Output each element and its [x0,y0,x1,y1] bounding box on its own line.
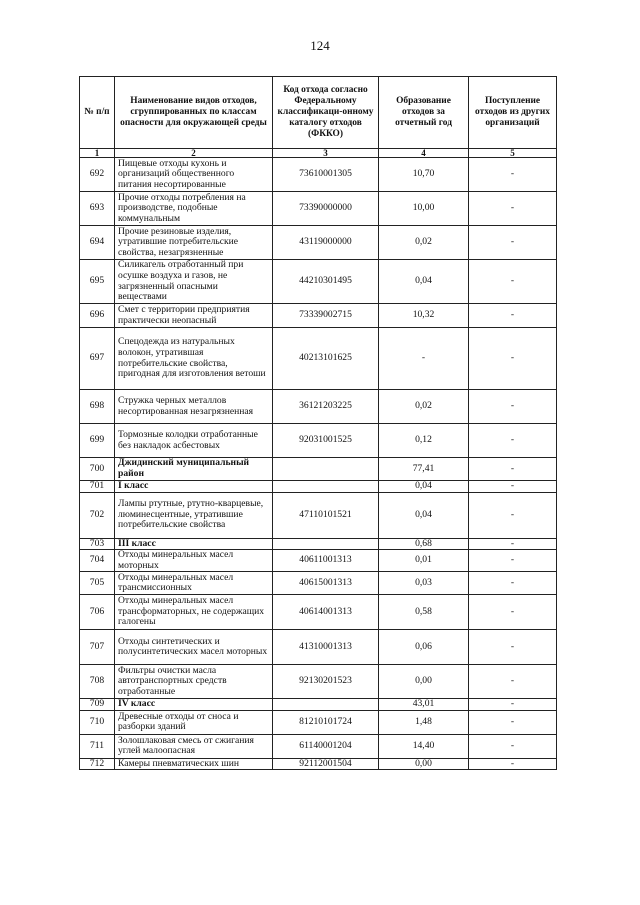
waste-name: Камеры пневматических шин [115,758,273,770]
waste-name: Стружка черных металлов несортированная незагрязненная [115,390,273,424]
fkko-code: 73390000000 [273,192,379,226]
formed-amount: - [379,328,469,390]
waste-name: Отходы минеральных масел трансмиссионных [115,572,273,595]
row-number: 701 [80,481,115,493]
table-row [80,424,557,458]
received-amount: - [469,699,557,711]
fkko-code: 73339002715 [273,304,379,328]
table-row [80,192,557,226]
row-number: 699 [80,424,115,458]
received-amount: - [469,481,557,493]
formed-amount: 77,41 [379,458,469,481]
table-row [80,665,557,699]
waste-name: Прочие отходы потребления на производстве, подобные коммунальным [115,192,273,226]
header-fkko-code: Код отхода согласно Федеральному классификаци-онному каталогу отходов (ФККО) [273,77,379,149]
formed-amount: 0,04 [379,492,469,538]
fkko-code: 40213101625 [273,328,379,390]
row-number: 712 [80,758,115,770]
table-row [80,550,557,572]
table-row [80,734,557,758]
formed-amount: 0,01 [379,550,469,572]
waste-name: Спецодежда из натуральных волокон, утратившая потребительские свойства, пригодная для изготовления ветоши [115,328,273,390]
formed-amount: 0,00 [379,665,469,699]
received-amount: - [469,226,557,260]
table-row [80,630,557,665]
table-body [80,158,557,770]
fkko-code [273,699,379,711]
table-row [80,699,557,711]
received-amount: - [469,458,557,481]
received-amount: - [469,192,557,226]
fkko-code: 81210101724 [273,710,379,734]
formed-amount: 0,02 [379,390,469,424]
received-amount: - [469,260,557,304]
waste-name: I класс [115,481,273,493]
column-number: 4 [379,149,469,158]
fkko-code: 73610001305 [273,158,379,192]
received-amount: - [469,665,557,699]
formed-amount: 0,68 [379,538,469,550]
formed-amount: 14,40 [379,734,469,758]
fkko-code [273,538,379,550]
waste-name: Тормозные колодки отработанные без накладок асбестовых [115,424,273,458]
formed-amount: 0,03 [379,572,469,595]
fkko-code: 61140001204 [273,734,379,758]
row-number: 693 [80,192,115,226]
waste-name: IV класс [115,699,273,711]
header-waste-name: Наименование видов отходов, сгруппированных по классам опасности для окружающей среды [115,77,273,149]
formed-amount: 0,04 [379,260,469,304]
waste-name: Смет с территории предприятия практически неопасный [115,304,273,328]
table-row [80,304,557,328]
row-number: 695 [80,260,115,304]
table-row [80,481,557,493]
table-row [80,260,557,304]
received-amount: - [469,492,557,538]
formed-amount: 0,00 [379,758,469,770]
formed-amount: 10,00 [379,192,469,226]
page-number: 124 [310,38,330,53]
received-amount: - [469,572,557,595]
waste-name: Силикагель отработанный при осушке воздуха и газов, не загрязненный опасными веществами [115,260,273,304]
formed-amount: 1,48 [379,710,469,734]
received-amount: - [469,710,557,734]
table-row [80,710,557,734]
formed-amount: 0,58 [379,595,469,630]
formed-amount: 0,04 [379,481,469,493]
row-number: 702 [80,492,115,538]
row-number: 710 [80,710,115,734]
waste-name: Фильтры очистки масла автотранспортных средств отработанные [115,665,273,699]
fkko-code: 92112001504 [273,758,379,770]
received-amount: - [469,630,557,665]
table-row [80,390,557,424]
column-number: 3 [273,149,379,158]
table-row [80,458,557,481]
row-number: 707 [80,630,115,665]
table-row [80,758,557,770]
table-row [80,226,557,260]
table-row [80,538,557,550]
fkko-code: 92031001525 [273,424,379,458]
fkko-code: 40611001313 [273,550,379,572]
received-amount: - [469,390,557,424]
waste-table [79,76,557,770]
row-number: 698 [80,390,115,424]
formed-amount: 43,01 [379,699,469,711]
table-row [80,595,557,630]
column-number: 5 [469,149,557,158]
row-number: 704 [80,550,115,572]
row-number: 711 [80,734,115,758]
formed-amount: 10,32 [379,304,469,328]
fkko-code: 40614001313 [273,595,379,630]
received-amount: - [469,328,557,390]
waste-name: Лампы ртутные, ртутно-кварцевые, люминесцентные, утратившие потребительские свойства [115,492,273,538]
row-number: 696 [80,304,115,328]
row-number: 697 [80,328,115,390]
header-formed: Образование отходов за отчетный год [379,77,469,149]
waste-name: Древесные отходы от сноса и разборки зданий [115,710,273,734]
fkko-code: 92130201523 [273,665,379,699]
column-number: 2 [115,149,273,158]
waste-name: Отходы синтетических и полусинтетических масел моторных [115,630,273,665]
fkko-code: 36121203225 [273,390,379,424]
received-amount: - [469,538,557,550]
waste-name: Джидинский муниципальный район [115,458,273,481]
table-header-row [80,77,557,149]
fkko-code: 43119000000 [273,226,379,260]
waste-name: Отходы минеральных масел моторных [115,550,273,572]
fkko-code: 47110101521 [273,492,379,538]
formed-amount: 0,12 [379,424,469,458]
waste-name: Отходы минеральных масел трансформаторных, не содержащих галогены [115,595,273,630]
row-number: 694 [80,226,115,260]
row-number: 709 [80,699,115,711]
table-row [80,492,557,538]
fkko-code: 40615001313 [273,572,379,595]
fkko-code: 44210301495 [273,260,379,304]
row-number: 706 [80,595,115,630]
column-number-row [80,149,557,158]
column-number: 1 [80,149,115,158]
received-amount: - [469,734,557,758]
table-row [80,572,557,595]
received-amount: - [469,424,557,458]
row-number: 692 [80,158,115,192]
received-amount: - [469,550,557,572]
fkko-code [273,458,379,481]
fkko-code [273,481,379,493]
row-number: 708 [80,665,115,699]
row-number: 703 [80,538,115,550]
received-amount: - [469,304,557,328]
row-number: 705 [80,572,115,595]
table-row [80,158,557,192]
waste-name: III класс [115,538,273,550]
received-amount: - [469,758,557,770]
received-amount: - [469,158,557,192]
received-amount: - [469,595,557,630]
formed-amount: 0,06 [379,630,469,665]
waste-name: Золошлаковая смесь от сжигания углей малоопасная [115,734,273,758]
header-received: Поступление отходов из других организаций [469,77,557,149]
header-number: № п/п [80,77,115,149]
waste-name: Пищевые отходы кухонь и организаций общественного питания несортированные [115,158,273,192]
formed-amount: 10,70 [379,158,469,192]
table-row [80,328,557,390]
fkko-code: 41310001313 [273,630,379,665]
waste-name: Прочие резиновые изделия, утратившие потребительские свойства, незагрязненные [115,226,273,260]
row-number: 700 [80,458,115,481]
formed-amount: 0,02 [379,226,469,260]
